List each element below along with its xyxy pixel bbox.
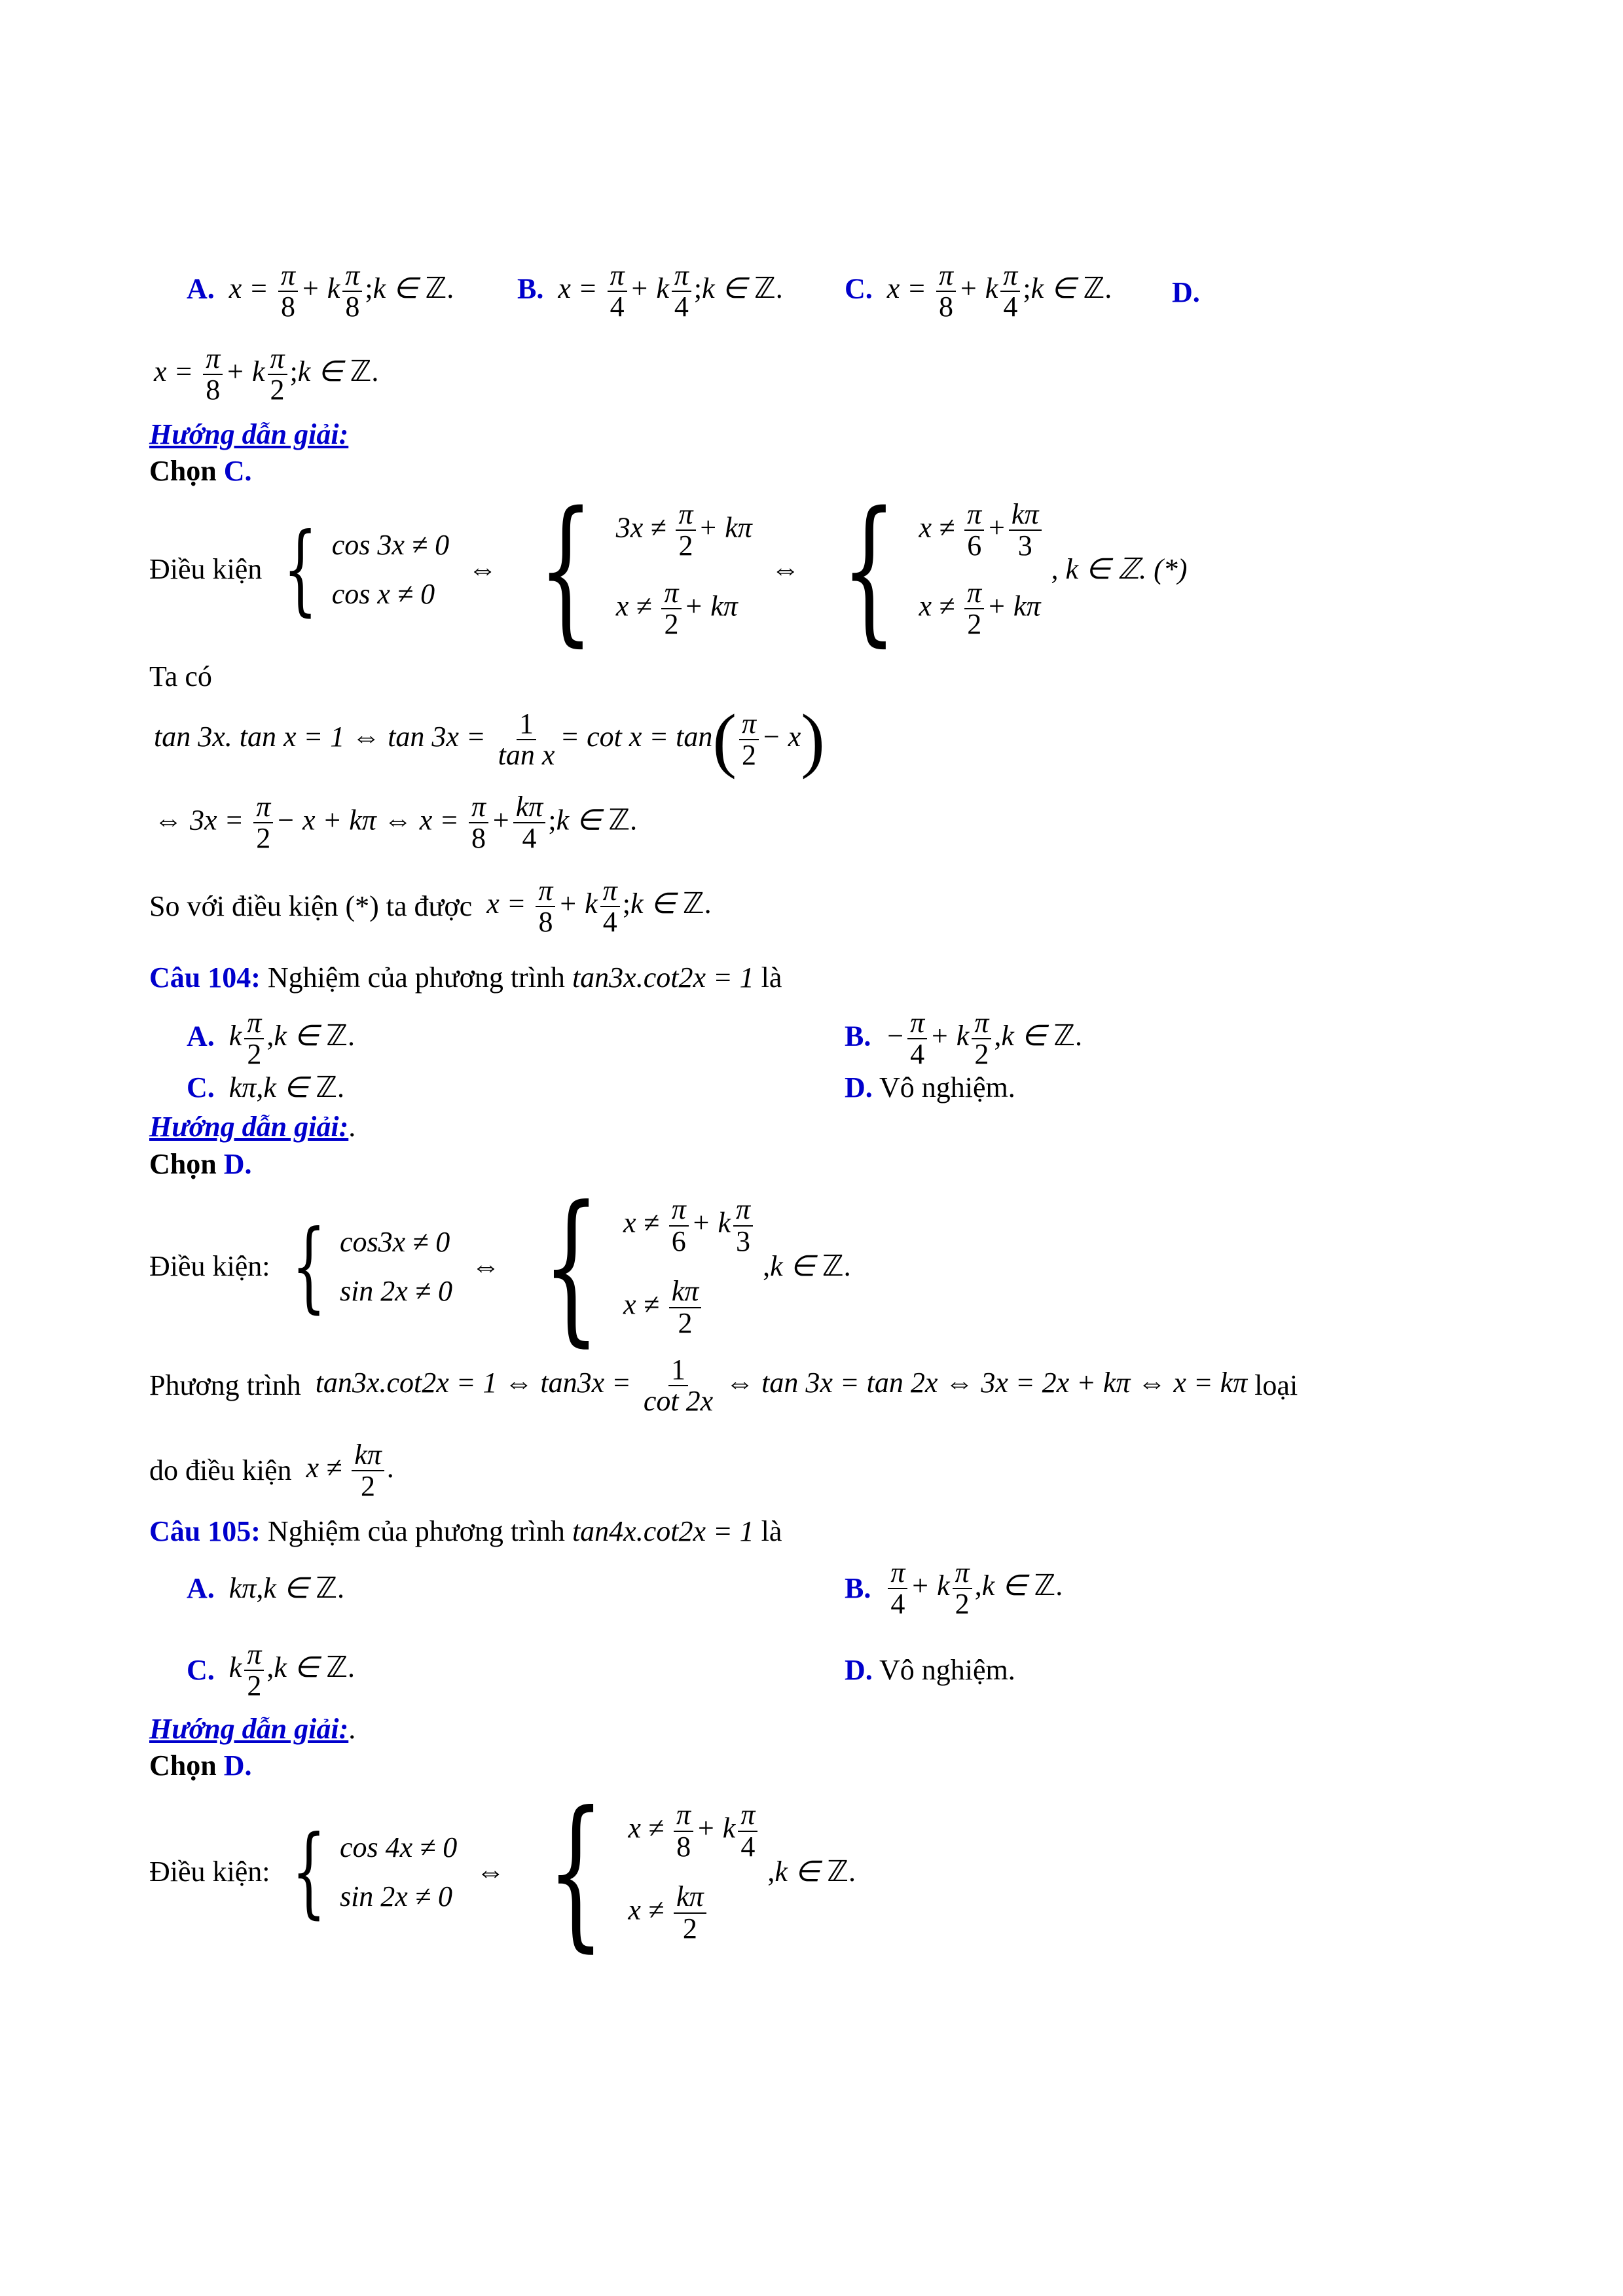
q104-option-d: D. Vô nghiệm.: [845, 1071, 1015, 1103]
q104-option-b: B. − $\frac{\pi}{4}$ + k $\frac{\pi}{2}$ ,k ∈ ℤ.: [845, 1007, 1083, 1071]
solution-3-condition: Điều kiện: { cos 4x ≠ 0 sin 2x ≠ 0 ⇔ { x ≠ $\frac{\pi}{8}$ + k $\frac{\pi}{4}$ x ≠ $\frac{k\pi}{2}$ ,k ∈ ℤ.: [149, 1776, 856, 1967]
top-options-row: [187, 260, 454, 322]
top-option-a-expr: x = $\frac{\pi}{8}$ + k $\frac{\pi}{8}$ ;k ∈ ℤ.: [221, 259, 454, 323]
top-option-d-expr: x = $\frac{\pi}{8}$ + k $\frac{\pi}{2}$ ;k ∈ ℤ.: [154, 342, 379, 406]
q104-option-c: C. kπ,k ∈ ℤ.: [187, 1071, 344, 1103]
solution-1-eq2: ⇔ 3x = $\frac{\pi}{2}$ − x + kπ ⇔ x = $\frac{\pi}{8}$ + $\frac{k\pi}{4}$ ;k ∈ ℤ.: [154, 791, 638, 855]
question-104-eq: tan3x.cot2x = 1: [572, 961, 754, 994]
solution-2-condition: Điều kiện: { cos3x ≠ 0 sin 2x ≠ 0 ⇔ { x ≠ $\frac{\pi}{6}$ + k $\frac{\pi}{3}$ x ≠ $\frac{k\pi}{2}$ ,k ∈ ℤ.: [149, 1171, 851, 1361]
question-104-label: Câu 104:: [149, 961, 261, 994]
system-cos: { cos 3x ≠ 0 cos x ≠ 0: [283, 512, 450, 626]
question-104-la: là: [761, 961, 782, 994]
q105-option-d: D. Vô nghiệm.: [845, 1654, 1015, 1686]
solution-2-heading-row: Hướng dẫn giải:.: [149, 1111, 356, 1143]
system-3x: { 3x ≠ $\frac{\pi}{2}$ + kπ x ≠ $\frac{\pi}{2}$ + kπ: [538, 478, 752, 661]
top-option-b-expr: x = $\frac{\pi}{4}$ + k $\frac{\pi}{4}$ ;k ∈ ℤ.: [551, 259, 783, 323]
top-option-b: [517, 260, 783, 322]
solution-1-condition: Điều kiện { cos 3x ≠ 0 cos x ≠ 0 ⇔ { 3x ≠ $\frac{\pi}{2}$ + kπ x ≠ $\frac{\pi}{2}$ + kπ ⇔ { x ≠ $\frac{\pi}{6}$ + $\frac{k\pi}{3}$ x ≠ $\frac{\pi}{2}$ + kπ , k ∈ ℤ. (*): [149, 478, 1188, 661]
solution-1-eq1: tan 3x. tan x = 1 ⇔ tan 3x = $\frac{1}{\text{tan x}}$ = cot x = tan( $\frac{\pi}{2}$ − x): [154, 700, 825, 780]
top-option-d: [154, 344, 378, 405]
question-105-label: Câu 105:: [149, 1515, 261, 1547]
solution-1-compare: So với điều kiện (*) ta được x = $\frac{\pi}{8}$ + k $\frac{\pi}{4}$ ;k ∈ ℤ.: [149, 874, 712, 939]
question-105-la: là: [761, 1515, 782, 1547]
solution-3-choice: Chọn D.: [149, 1749, 252, 1782]
condition-label: Điều kiện: [149, 553, 263, 585]
solution-2-heading: Hướng dẫn giải:: [149, 1111, 349, 1143]
solution-1-choice: Chọn C.: [149, 455, 252, 487]
question-104-text: Nghiệm của phương trình: [267, 961, 565, 994]
system-x: { x ≠ $\frac{\pi}{6}$ + $\frac{k\pi}{3}$ x ≠ $\frac{\pi}{2}$ + kπ: [841, 478, 1041, 661]
solution-2-equation: Phương trình tan3x.cot2x = 1 ⇔ tan3x = $\frac{1}{\cot 2x}$ ⇔ tan 3x = tan 2x ⇔ 3x = 2x + kπ ⇔ x = kπ loại: [149, 1354, 1298, 1418]
condition-tail: , k ∈ ℤ. (*): [1051, 553, 1188, 585]
solution-1-heading: Hướng dẫn giải:: [149, 418, 349, 450]
top-option-d-label-wrap: [1172, 278, 1200, 307]
question-105: [149, 1517, 782, 1546]
q105-option-c: C. k $\frac{\pi}{2}$ ,k ∈ ℤ.: [187, 1638, 355, 1702]
top-option-c-expr: x = $\frac{\pi}{8}$ + k $\frac{\pi}{4}$ ;k ∈ ℤ.: [879, 259, 1112, 323]
top-option-b-label: B.: [517, 272, 544, 305]
q105-option-a: A. kπ,k ∈ ℤ.: [187, 1572, 344, 1604]
solution-2-do: do điều kiện x ≠ $\frac{k\pi}{2}$ .: [149, 1439, 394, 1503]
solution-2-choice: Chọn D.: [149, 1148, 252, 1180]
top-option-c: [845, 260, 1112, 322]
ta-co: Ta có: [149, 660, 212, 692]
solution-3-heading: Hướng dẫn giải:: [149, 1713, 349, 1745]
top-option-c-label: C.: [845, 272, 873, 305]
solution-3-heading-row: Hướng dẫn giải:.: [149, 1713, 356, 1745]
top-option-d-label: D.: [1172, 276, 1200, 308]
q104-option-a: A. k $\frac{\pi}{2}$ ,k ∈ ℤ.: [187, 1007, 355, 1071]
question-105-eq: tan4x.cot2x = 1: [572, 1515, 754, 1547]
top-option-a-label: A.: [187, 272, 215, 305]
q105-option-b: B. $\frac{\pi}{4}$ + k $\frac{\pi}{2}$ ,k ∈ ℤ.: [845, 1556, 1063, 1621]
question-105-text: Nghiệm của phương trình: [267, 1515, 565, 1547]
question-104: [149, 963, 782, 992]
